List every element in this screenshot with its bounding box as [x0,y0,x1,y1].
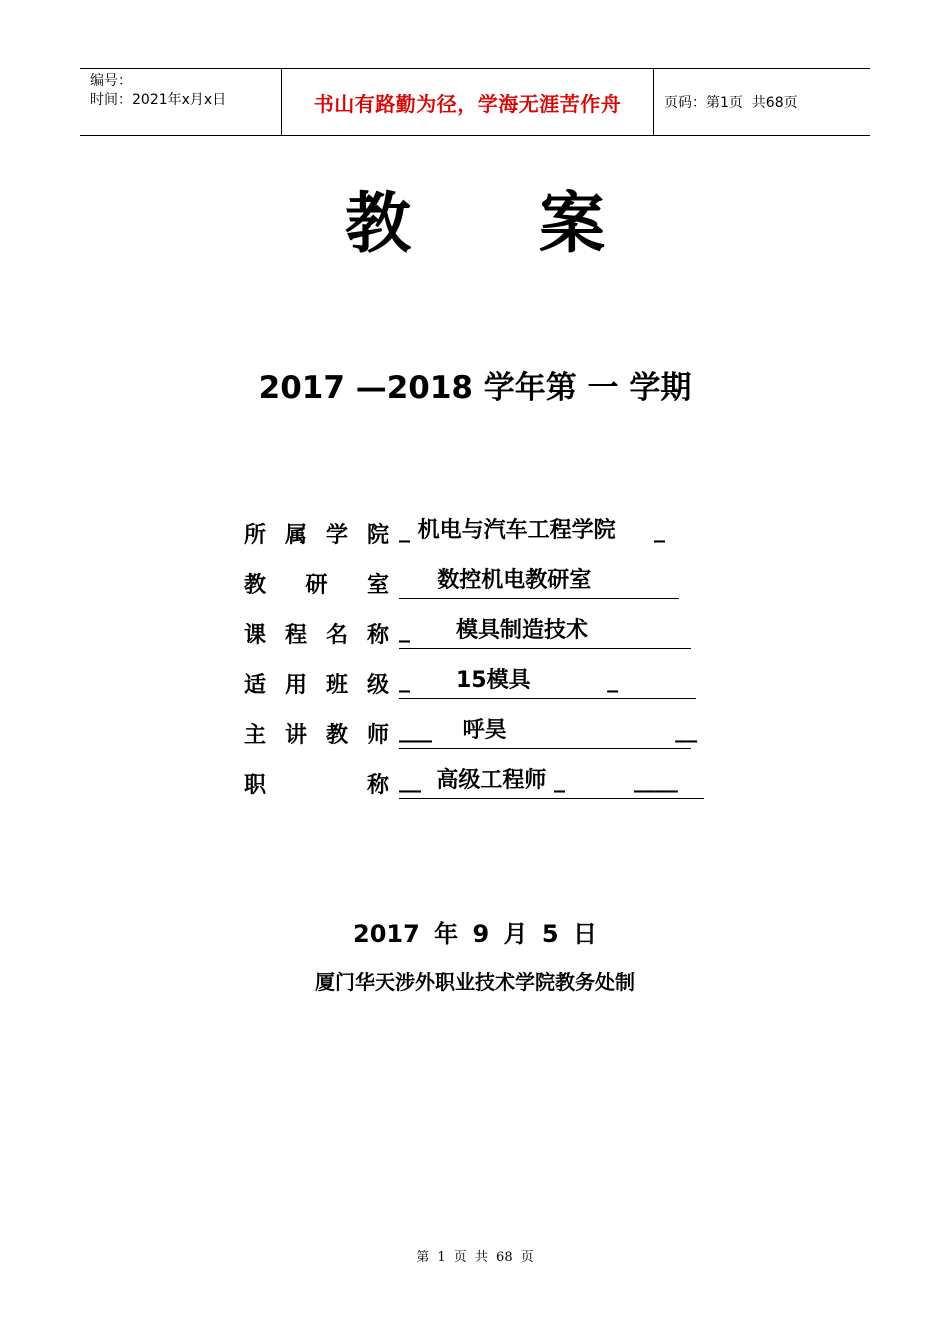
class-value: _ 15模具 _ [399,668,696,699]
title-char-1: 教 [345,185,411,262]
teacher-label: 主 讲 教 师 [244,723,389,748]
office-label: 教 研 室 [244,573,389,598]
class-label: 适 用 班 级 [244,673,389,698]
info-row-college [244,512,714,562]
college-value: _ 机电与汽车工程学院 _ [399,518,665,543]
info-row-office [244,562,714,612]
header-page-label [654,69,870,135]
number-label: 编号： [90,73,132,89]
college-label: 所 属 学 院 [244,523,389,548]
info-row-teacher [244,712,714,762]
header-motto: 书山有路勤为径，学海无涯苦作舟 [281,69,654,135]
teacher-value: ___ 呼昊 __ [399,718,691,749]
course-label: 课 程 名 称 [244,623,389,648]
page-label-text: 页码：第1页 共68页 [664,95,798,111]
course-value: _ 模具制造技术 [399,618,691,649]
academic-term: 2017 —2018 学年第 一 学期 [258,370,692,406]
info-row-title [244,762,714,812]
course-info [244,512,714,812]
title-char-2: 案 [539,185,605,262]
page-title [0,170,950,265]
header-meta [80,69,281,135]
time-label: 时间：2021年x月x日 [90,92,227,108]
info-row-class [244,662,714,712]
office-value: 数控机电教研室 [399,568,679,599]
title-value: __ 高级工程师 _ ____ [399,768,704,799]
info-row-course [244,612,714,662]
document-header [80,68,870,136]
title-label: 职 称 [244,773,389,798]
document-date: 2017 年 9 月 5 日 [353,920,597,948]
page-footer: 第 1 页 共 68 页 [416,1250,534,1265]
school-name: 厦门华天涉外职业技术学院教务处制 [315,970,635,994]
